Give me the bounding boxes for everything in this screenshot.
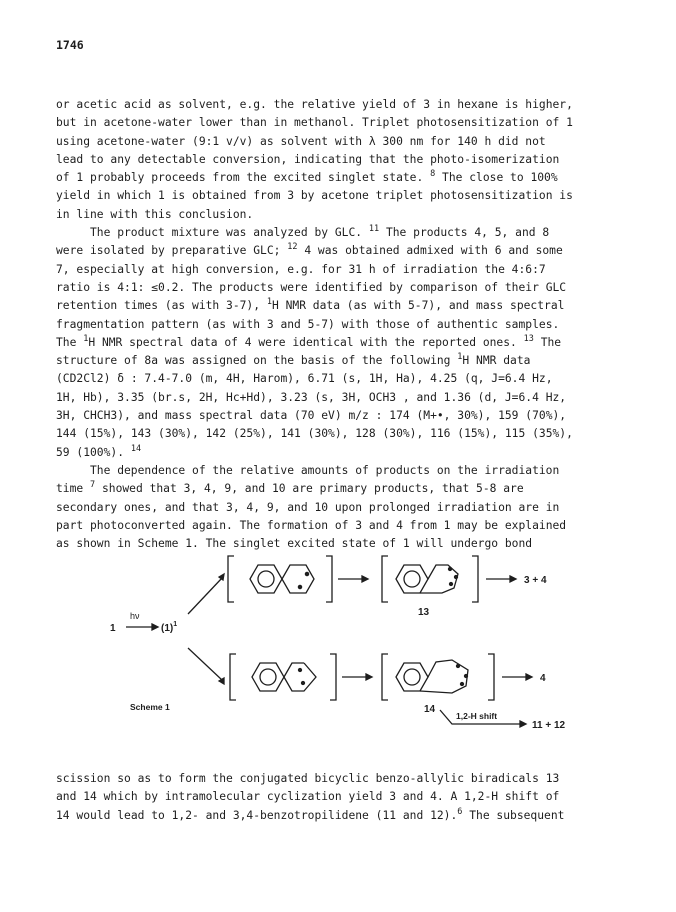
text-line: 1H, Hb), 3.35 (br.s, 2H, Hc+Hd), 3.23 (s, 3H, OCH3 , and 1.36 (d, J=6.4 Hz, — [56, 390, 567, 404]
intermediate-13-label: 13 — [418, 607, 430, 618]
text-line: but in acetone-water lower than in methanol. Triplet photosensitization of 1 — [56, 116, 573, 130]
product-bottom-label: 4 — [540, 673, 546, 684]
text-line: 59 (100%). $^{14}$ — [56, 443, 142, 459]
text-line: of 1 probably proceeds from the excited singlet state. $^8$ The close to 100% — [56, 169, 558, 185]
text-line: were isolated by preparative GLC; $^{12}$ 4 was obtained admixed with 6 and some — [56, 242, 563, 258]
body-text — [56, 96, 646, 553]
products-top-label: 3 + 4 — [524, 575, 547, 586]
intermediate-14-label: 14 — [424, 704, 436, 715]
shift-label: 1,2-H shift — [456, 711, 498, 721]
excited-state-label: $(1)^1$ — [161, 621, 178, 634]
scheme-start-label: 1 — [110, 623, 116, 634]
text-line: 7, especially at high conversion, e.g. for 31 h of irradiation the 4:6:7 — [56, 262, 546, 276]
hv-label: hν — [130, 611, 140, 621]
text-line: structure of 8a was assigned on the basis of the following $^1$H NMR data — [56, 352, 531, 368]
products-shift-label: 11 + 12 — [532, 720, 566, 731]
text-line: time $^7$ showed that 3, 4, 9, and 10 are primary products, that 5-8 are — [56, 480, 524, 496]
page-number: 1746 — [56, 38, 84, 52]
text-line: lead to any detectable conversion, indicating that the photo-isomerization — [56, 152, 560, 166]
text-line: using acetone-water (9:1 v/v) as solvent with λ 300 nm for 140 h did not — [56, 134, 546, 148]
text-line: in line with this conclusion. — [56, 207, 254, 221]
reaction-scheme — [0, 552, 676, 742]
text-line: retention times (as with 3-7), $^1$H NMR data (as with 5-7), and mass spectral — [56, 297, 565, 313]
text-line: scission so as to form the conjugated bicyclic benzo-allylic biradicals 13 — [56, 772, 560, 785]
text-line: 14 would lead to 1,2- and 3,4-benzotropilidene (11 and 12).$^6$ The subsequent — [56, 806, 565, 822]
text-line: or acetic acid as solvent, e.g. the relative yield of 3 in hexane is higher, — [56, 98, 573, 111]
text-line: (CD2Cl2) δ : 7.4-7.0 (m, 4H, Harom), 6.71 (s, 1H, Ha), 4.25 (q, J=6.4 Hz, — [56, 372, 553, 386]
text-line: yield in which 1 is obtained from 3 by acetone triplet photosensitization is — [56, 189, 573, 203]
text-line: as shown in Scheme 1. The singlet excited state of 1 will undergo bond — [56, 537, 533, 551]
text-line: secondary ones, and that 3, 4, 9, and 10 upon prolonged irradiation are in — [56, 500, 560, 514]
text-line: The dependence of the relative amounts of products on the irradiation — [90, 463, 560, 477]
body-text-continued — [56, 770, 646, 825]
scheme-caption: Scheme 1 — [130, 702, 170, 712]
text-line: part photoconverted again. The formation of 3 and 4 from 1 may be explained — [56, 518, 567, 532]
text-line: The $^1$H NMR spectral data of 4 were identical with the reported ones. $^{13}$ The — [56, 334, 562, 349]
text-line: fragmentation pattern (as with 3 and 5-7) with those of authentic samples. — [56, 317, 560, 331]
text-line: and 14 which by intramolecular cyclization yield 3 and 4. A 1,2-H shift of — [56, 790, 560, 804]
text-line: ratio is 4:1: ≤0.2. The products were identified by comparison of their GLC — [56, 280, 567, 294]
text-line: 3H, CHCH3), and mass spectral data (70 eV) m/z : 174 (M+•, 30%), 159 (70%), — [56, 409, 567, 423]
text-line: 144 (15%), 143 (30%), 142 (25%), 141 (30%), 128 (30%), 116 (15%), 115 (35%), — [56, 427, 573, 441]
text-line: The product mixture was analyzed by GLC. $^{11}$ The products 4, 5, and 8 — [90, 224, 550, 240]
